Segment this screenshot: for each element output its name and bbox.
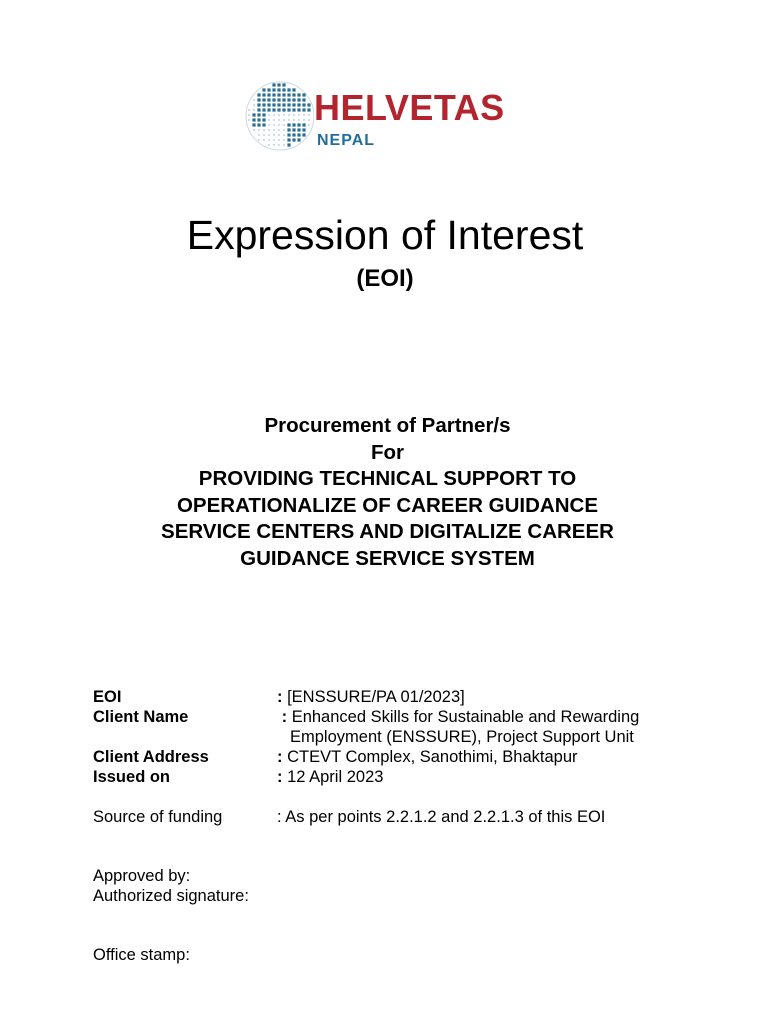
scope-line: GUIDANCE SERVICE SYSTEM — [240, 546, 535, 570]
globe-dot — [278, 129, 280, 131]
globe-dot — [292, 103, 295, 106]
globe-dot — [248, 119, 250, 121]
globe-dot — [297, 103, 300, 106]
globe-dot — [287, 93, 290, 96]
scope-line: PROVIDING TECHNICAL SUPPORT TO — [198, 467, 577, 490]
globe-dot — [292, 88, 295, 91]
globe-dot — [257, 113, 260, 116]
globe-dot — [287, 123, 290, 126]
globe-dot — [288, 114, 290, 116]
globe-dot — [248, 114, 250, 116]
globe-dot — [292, 108, 295, 111]
globe-dot — [293, 114, 295, 116]
approved-by-label: Approved by: — [93, 867, 191, 885]
globe-dot — [268, 124, 270, 126]
globe-dot — [287, 143, 290, 146]
globe-dot — [278, 144, 280, 146]
globe-dot — [308, 124, 310, 126]
globe-dot — [258, 139, 260, 141]
globe-dot — [262, 113, 265, 116]
issued-on-label: Issued on — [93, 768, 171, 786]
globe-dot — [252, 118, 255, 121]
office-stamp-label: Office stamp: — [93, 946, 190, 964]
globe-dot — [278, 119, 280, 121]
issued-on-row — [93, 767, 713, 787]
globe-dot — [253, 104, 255, 106]
globe-dot — [267, 93, 270, 96]
globe-dot — [273, 134, 275, 136]
globe-dot — [257, 118, 260, 121]
globe-dot — [303, 119, 305, 121]
globe-dot — [292, 98, 295, 101]
globe-dot — [257, 98, 260, 101]
globe-dot — [267, 103, 270, 106]
globe-dot — [273, 144, 275, 146]
globe-dot — [297, 138, 300, 141]
globe-dot — [277, 93, 280, 96]
globe-dot — [253, 109, 255, 111]
globe-dot — [288, 119, 290, 121]
eoi-label: EOI — [93, 688, 122, 706]
globe-dot — [273, 114, 275, 116]
globe-dot — [303, 114, 305, 116]
eoi-details — [93, 687, 713, 827]
globe-dot — [262, 118, 265, 121]
globe-dot — [272, 108, 275, 111]
globe-dot — [292, 138, 295, 141]
globe-dot — [257, 123, 260, 126]
globe-dot — [302, 133, 305, 136]
globe-dot — [263, 134, 265, 136]
globe-dot — [262, 93, 265, 96]
globe-dot — [302, 128, 305, 131]
globe-dot — [283, 119, 285, 121]
globe-dot — [302, 93, 305, 96]
eoi-value: : [ENSSURE/PA 01/2023] — [277, 688, 465, 706]
globe-dot — [292, 133, 295, 136]
globe-dot — [257, 103, 260, 106]
globe-dot — [262, 98, 265, 101]
client-address-row — [93, 747, 713, 767]
globe-dot — [302, 103, 305, 106]
globe-dot — [297, 108, 300, 111]
client-name-value: : Enhanced Skills for Sustainable and Rewarding — [281, 708, 640, 726]
globe-dot — [273, 124, 275, 126]
globe-dot — [287, 103, 290, 106]
globe-dot — [283, 134, 285, 136]
funding-value: : As per points 2.2.1.2 and 2.2.1.3 of this EOI — [277, 808, 606, 826]
globe-dot — [282, 83, 285, 86]
globe-dot — [268, 139, 270, 141]
client-name-row — [93, 707, 713, 727]
globe-dot — [302, 123, 305, 126]
scope-line: Procurement of Partner/s — [264, 414, 511, 437]
globe-dot — [282, 108, 285, 111]
globe-dot — [282, 93, 285, 96]
logo-brand: HELVETAS — [314, 87, 505, 128]
globe-dot — [298, 114, 300, 116]
globe-dot — [287, 98, 290, 101]
globe-dot — [283, 129, 285, 131]
globe-dot — [262, 123, 265, 126]
helvetas-logo — [244, 78, 534, 154]
globe-dot — [278, 139, 280, 141]
globe-dot — [267, 108, 270, 111]
globe-dot — [267, 98, 270, 101]
globe-dot — [297, 123, 300, 126]
globe-dot — [273, 129, 275, 131]
client-name-continued-row — [93, 727, 713, 747]
globe-dot — [272, 103, 275, 106]
globe-dot — [272, 83, 275, 86]
globe-dot — [283, 139, 285, 141]
authorized-signature-label: Authorized signature: — [93, 887, 249, 905]
globe-dot — [307, 108, 310, 111]
globe-dot — [273, 139, 275, 141]
globe-dot — [298, 119, 300, 121]
scope-line: For — [370, 440, 405, 464]
globe-dot — [252, 113, 255, 116]
globe-dot — [278, 134, 280, 136]
globe-dot — [248, 109, 250, 111]
globe-dot — [268, 144, 270, 146]
globe-dot — [283, 124, 285, 126]
globe-icon — [244, 78, 314, 154]
globe-dot — [268, 129, 270, 131]
globe-dot — [297, 98, 300, 101]
funding-row — [93, 807, 713, 827]
globe-dot — [282, 88, 285, 91]
funding-label: Source of funding — [93, 808, 223, 826]
globe-dot — [307, 103, 310, 106]
issued-on-value: : 12 April 2023 — [277, 768, 384, 786]
globe-dot — [283, 144, 285, 146]
globe-dot — [282, 103, 285, 106]
globe-dot — [277, 103, 280, 106]
scope-line: SERVICE CENTERS AND DIGITALIZE CAREER — [161, 520, 614, 543]
globe-dot — [253, 129, 255, 131]
globe-dot — [278, 114, 280, 116]
document-subtitle: (EOI) — [356, 265, 414, 292]
globe-dot — [292, 128, 295, 131]
globe-dot — [292, 93, 295, 96]
globe-dot — [283, 114, 285, 116]
client-address-value: : CTEVT Complex, Sanothimi, Bhaktapur — [277, 748, 578, 766]
globe-dot — [272, 88, 275, 91]
globe-dot — [258, 129, 260, 131]
globe-dot — [293, 119, 295, 121]
globe-dot — [272, 93, 275, 96]
procurement-scope — [100, 413, 675, 572]
globe-dot — [287, 108, 290, 111]
globe-dot — [257, 108, 260, 111]
globe-dot — [287, 138, 290, 141]
globe-dot — [262, 88, 265, 91]
globe-dot — [268, 119, 270, 121]
client-name-value-continued: Employment (ENSSURE), Project Support Unit — [290, 728, 634, 746]
logo-subtitle: NEPAL — [317, 132, 376, 149]
globe-dot — [277, 83, 280, 86]
globe-dot — [287, 88, 290, 91]
globe-dot — [263, 129, 265, 131]
globe-dot — [263, 139, 265, 141]
globe-dot — [308, 119, 310, 121]
globe-dot — [302, 108, 305, 111]
scope-line: OPERATIONALIZE OF CAREER GUIDANCE — [176, 493, 599, 517]
globe-dot — [272, 98, 275, 101]
globe-dot — [297, 133, 300, 136]
eoi-row — [93, 687, 713, 707]
globe-dot — [287, 128, 290, 131]
client-name-label: Client Name — [93, 708, 189, 726]
globe-dot — [273, 119, 275, 121]
globe-dot — [258, 134, 260, 136]
globe-dot — [262, 103, 265, 106]
globe-dot — [252, 123, 255, 126]
globe-dot — [297, 93, 300, 96]
globe-dot — [302, 98, 305, 101]
globe-dot — [268, 134, 270, 136]
document-title: Expression of Interest — [186, 212, 584, 258]
globe-dot — [287, 133, 290, 136]
client-address-label: Client Address — [93, 748, 209, 766]
globe-dot — [277, 98, 280, 101]
globe-dot — [297, 128, 300, 131]
globe-dot — [308, 114, 310, 116]
globe-dot — [277, 88, 280, 91]
globe-dot — [262, 108, 265, 111]
globe-dot — [267, 88, 270, 91]
globe-dot — [277, 108, 280, 111]
globe-dot — [268, 114, 270, 116]
globe-dot — [257, 93, 260, 96]
globe-dot — [278, 124, 280, 126]
globe-dot — [292, 123, 295, 126]
globe-dot — [282, 98, 285, 101]
globe-dot — [253, 99, 255, 101]
